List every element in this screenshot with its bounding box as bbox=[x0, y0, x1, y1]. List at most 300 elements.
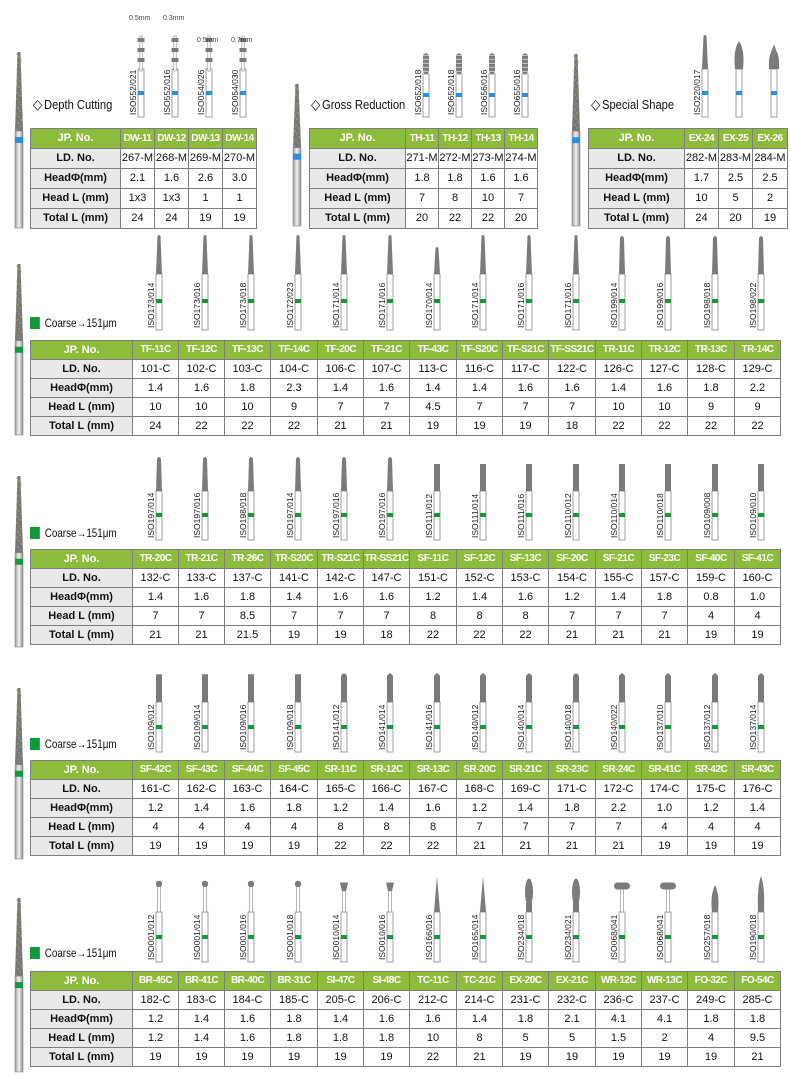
head-diameter-row bbox=[31, 169, 257, 189]
table-cell: SR-41C bbox=[642, 761, 688, 780]
table-cell: 1.4 bbox=[318, 379, 364, 398]
total-length-row bbox=[31, 417, 781, 436]
table-cell: 19 bbox=[688, 626, 735, 645]
diamond-marker: ◇ bbox=[311, 96, 321, 112]
jp-no-row bbox=[31, 129, 257, 149]
table-cell: 269-M bbox=[189, 149, 223, 169]
iso-code: ISO656/016 bbox=[478, 69, 489, 115]
iso-code: ISO109/010 bbox=[748, 492, 758, 538]
iso-code: ISO173/014 bbox=[146, 282, 156, 328]
table-cell: 1.4 bbox=[457, 379, 503, 398]
table-cell: 1.2 bbox=[133, 1010, 179, 1029]
table-cell: 1.4 bbox=[457, 588, 503, 607]
table-cell: TR-12C bbox=[642, 341, 688, 360]
table-cell: 1.8 bbox=[503, 1010, 549, 1029]
large-bur-illustration bbox=[287, 82, 307, 228]
table-cell: 7 bbox=[364, 607, 410, 626]
iso-code: ISO109/008 bbox=[701, 492, 712, 538]
table-cell: 7 bbox=[503, 398, 549, 417]
spec-table bbox=[30, 128, 257, 229]
table-cell: 1.6 bbox=[503, 379, 549, 398]
table-cell: 174-C bbox=[642, 780, 688, 799]
table-cell: 273-M bbox=[472, 149, 505, 169]
large-bur-illustration bbox=[9, 686, 29, 861]
jp-no-row bbox=[31, 761, 781, 780]
large-bur-illustration bbox=[9, 262, 29, 437]
table-cell: 205-C bbox=[318, 991, 364, 1010]
table-cell: 19 bbox=[189, 209, 223, 229]
table-cell: 1.6 bbox=[225, 1010, 271, 1029]
table-cell: TR-13C bbox=[688, 341, 735, 360]
table-cell: 9 bbox=[735, 398, 781, 417]
table-cell: 2 bbox=[642, 1029, 688, 1048]
table-cell: 272-M bbox=[439, 149, 472, 169]
table-cell: 20 bbox=[406, 209, 439, 229]
table-cell: 21 bbox=[642, 626, 688, 645]
table-cell: BR-31C bbox=[271, 972, 318, 991]
table-cell: 113-C bbox=[410, 360, 457, 379]
iso-code: ISO197/014 bbox=[284, 492, 295, 538]
table-cell: 7 bbox=[364, 398, 410, 417]
table-cell: SR-23C bbox=[549, 761, 596, 780]
table-cell: 22 bbox=[225, 417, 271, 436]
table-cell: 236-C bbox=[596, 991, 642, 1010]
iso-code: ISO552/016 bbox=[162, 69, 172, 115]
depth-mark: 0.3mm bbox=[163, 15, 185, 22]
table-cell: 1.8 bbox=[364, 1029, 410, 1048]
row-label: HeadΦ(mm) bbox=[589, 169, 685, 189]
row-label: JP. No. bbox=[310, 129, 406, 149]
table-cell: SR-42C bbox=[688, 761, 735, 780]
table-cell: 284-M bbox=[753, 149, 788, 169]
table-cell: 19 bbox=[410, 417, 457, 436]
table-cell: 4 bbox=[688, 818, 735, 837]
table-cell: EX-20C bbox=[503, 972, 549, 991]
iso-code: ISO110/014 bbox=[609, 493, 619, 538]
table-cell: 22 bbox=[642, 417, 688, 436]
table-cell: 7 bbox=[318, 398, 364, 417]
table-cell: 128-C bbox=[688, 360, 735, 379]
iso-code: ISO141/012 bbox=[331, 704, 341, 750]
jp-no-row bbox=[589, 129, 788, 149]
table-cell: 8 bbox=[410, 607, 457, 626]
head-length-row bbox=[31, 189, 257, 209]
table-cell: 1.4 bbox=[596, 588, 642, 607]
table-cell: 4 bbox=[133, 818, 179, 837]
spec-table bbox=[309, 128, 538, 229]
table-cell: SR-12C bbox=[364, 761, 410, 780]
table-cell: 1.4 bbox=[318, 1010, 364, 1029]
table-cell: 1.4 bbox=[364, 799, 410, 818]
table-cell: 163-C bbox=[225, 780, 271, 799]
iso-code: ISO110/018 bbox=[655, 493, 665, 538]
coarse-label bbox=[30, 316, 117, 330]
table-cell: TR-21C bbox=[179, 550, 225, 569]
head-diameter-row bbox=[310, 169, 538, 189]
table-cell: DW-12 bbox=[155, 129, 189, 149]
table-cell: 133-C bbox=[179, 569, 225, 588]
table-cell: 21 bbox=[318, 417, 364, 436]
table-cell: 22 bbox=[688, 417, 735, 436]
head-length-row bbox=[31, 398, 781, 417]
depth-mark: 0.5mm bbox=[197, 37, 219, 44]
row-label: JP. No. bbox=[31, 129, 121, 149]
table-cell: BR-40C bbox=[225, 972, 271, 991]
table-cell: TR-11C bbox=[596, 341, 642, 360]
large-bur-illustration bbox=[9, 50, 29, 230]
table-cell: 7 bbox=[642, 607, 688, 626]
table-cell: 1.8 bbox=[549, 799, 596, 818]
table-cell: 21 bbox=[549, 837, 596, 856]
table-cell: 21.5 bbox=[225, 626, 271, 645]
iso-code: ISO220/017 bbox=[692, 69, 702, 115]
table-cell: SF-45C bbox=[271, 761, 318, 780]
table-cell: 22 bbox=[735, 417, 781, 436]
table-cell: 24 bbox=[685, 209, 719, 229]
coarse-label-text: Coarse→151μm bbox=[44, 316, 117, 330]
row-label: HeadΦ(mm) bbox=[31, 169, 121, 189]
table-cell: 129-C bbox=[735, 360, 781, 379]
table-cell: 1.2 bbox=[133, 799, 179, 818]
table-cell: SF-43C bbox=[179, 761, 225, 780]
table-cell: 1.2 bbox=[549, 588, 596, 607]
coarse-grit-swatch bbox=[30, 738, 40, 750]
table-cell: TF-11C bbox=[133, 341, 179, 360]
table-cell: SR-24C bbox=[596, 761, 642, 780]
head-diameter-row bbox=[31, 588, 781, 607]
table-cell: 4 bbox=[179, 818, 225, 837]
section-title bbox=[591, 96, 674, 113]
coarse-label-text: Coarse→151μm bbox=[44, 737, 117, 751]
table-cell: 18 bbox=[549, 417, 596, 436]
table-cell: 21 bbox=[549, 626, 596, 645]
table-cell: 7 bbox=[549, 818, 596, 837]
row-label: LD. No. bbox=[31, 991, 133, 1010]
jp-no-row bbox=[31, 341, 781, 360]
table-cell: 1.2 bbox=[688, 799, 735, 818]
iso-code: ISO197/014 bbox=[146, 492, 156, 538]
table-cell: 1.4 bbox=[133, 588, 179, 607]
table-cell: 1.2 bbox=[318, 799, 364, 818]
table-cell: 1.6 bbox=[155, 169, 189, 189]
iso-code: ISO552/021 bbox=[128, 69, 138, 115]
row-label: LD. No. bbox=[31, 569, 133, 588]
ld-no-row bbox=[31, 780, 781, 799]
table-cell: 8 bbox=[457, 607, 503, 626]
head-length-row bbox=[31, 607, 781, 626]
total-length-row bbox=[589, 209, 788, 229]
iso-code: ISO173/016 bbox=[192, 282, 202, 328]
table-cell: TH-14 bbox=[505, 129, 538, 149]
table-cell: 4 bbox=[735, 607, 781, 626]
row-label: HeadΦ(mm) bbox=[31, 1010, 133, 1029]
table-cell: 141-C bbox=[271, 569, 318, 588]
total-length-row bbox=[31, 209, 257, 229]
coarse-grit-swatch bbox=[30, 527, 40, 539]
table-cell: SF-21C bbox=[596, 550, 642, 569]
table-cell: 8 bbox=[439, 189, 472, 209]
table-cell: 1.4 bbox=[271, 588, 318, 607]
head-diameter-row bbox=[31, 1010, 781, 1029]
table-cell: 1.8 bbox=[688, 379, 735, 398]
table-cell: 4.1 bbox=[642, 1010, 688, 1029]
table-cell: EX-24 bbox=[685, 129, 719, 149]
iso-code: ISO141/014 bbox=[377, 704, 387, 750]
table-cell: TF-14C bbox=[271, 341, 318, 360]
table-cell: 212-C bbox=[410, 991, 457, 1010]
row-label: LD. No. bbox=[310, 149, 406, 169]
iso-code: ISO140/018 bbox=[562, 704, 573, 750]
table-cell: 19 bbox=[642, 1048, 688, 1067]
total-length-row bbox=[310, 209, 538, 229]
table-cell: 5 bbox=[719, 189, 753, 209]
table-cell: 19 bbox=[503, 1048, 549, 1067]
table-cell: 1.6 bbox=[410, 799, 457, 818]
table-cell: 19 bbox=[225, 1048, 271, 1067]
table-cell: 271-M bbox=[406, 149, 439, 169]
table-cell: 168-C bbox=[457, 780, 503, 799]
table-cell: 20 bbox=[719, 209, 753, 229]
table-cell: 1.6 bbox=[642, 379, 688, 398]
table-cell: 1.4 bbox=[410, 379, 457, 398]
table-cell: 159-C bbox=[688, 569, 735, 588]
row-label: HeadΦ(mm) bbox=[31, 379, 133, 398]
iso-code: ISO068/041 bbox=[609, 914, 619, 960]
table-cell: 184-C bbox=[225, 991, 271, 1010]
iso-code: ISO110/012 bbox=[562, 493, 573, 538]
table-cell: 147-C bbox=[364, 569, 410, 588]
table-cell: 1.4 bbox=[179, 1029, 225, 1048]
table-cell: 2 bbox=[753, 189, 788, 209]
table-cell: 2.1 bbox=[549, 1010, 596, 1029]
table-cell: 22 bbox=[271, 417, 318, 436]
head-length-row bbox=[31, 818, 781, 837]
iso-code: ISO010/014 bbox=[331, 914, 341, 960]
table-cell: 19 bbox=[271, 626, 318, 645]
table-cell: 7 bbox=[457, 398, 503, 417]
table-cell: 165-C bbox=[318, 780, 364, 799]
large-bur-illustration bbox=[9, 896, 29, 1074]
iso-code: ISO198/018 bbox=[238, 492, 248, 538]
iso-code: ISO197/016 bbox=[377, 492, 387, 538]
spec-table bbox=[30, 549, 781, 645]
coarse-label bbox=[30, 737, 117, 751]
row-label: Head L (mm) bbox=[31, 818, 133, 837]
table-cell: 274-M bbox=[505, 149, 538, 169]
depth-mark: 0.5mm bbox=[129, 15, 151, 22]
table-cell: 22 bbox=[472, 209, 505, 229]
iso-code: ISO197/016 bbox=[192, 492, 202, 538]
total-length-row bbox=[31, 1048, 781, 1067]
table-cell: SF-20C bbox=[549, 550, 596, 569]
section-title-text: Special Shape bbox=[601, 97, 675, 112]
table-cell: 4.5 bbox=[410, 398, 457, 417]
table-cell: 1.8 bbox=[688, 1010, 735, 1029]
table-cell: 19 bbox=[503, 417, 549, 436]
table-cell: 155-C bbox=[596, 569, 642, 588]
table-cell: 1.8 bbox=[642, 588, 688, 607]
table-cell: 117-C bbox=[503, 360, 549, 379]
iso-code: ISO652/018 bbox=[412, 69, 423, 115]
table-cell: SF-41C bbox=[735, 550, 781, 569]
table-cell: 1.6 bbox=[364, 379, 410, 398]
table-cell: 154-C bbox=[549, 569, 596, 588]
table-cell: 1.6 bbox=[225, 799, 271, 818]
row-label: Head L (mm) bbox=[31, 189, 121, 209]
table-cell: 8 bbox=[503, 607, 549, 626]
row-label: LD. No. bbox=[31, 149, 121, 169]
spec-table bbox=[588, 128, 788, 229]
row-label: Total L (mm) bbox=[31, 837, 133, 856]
iso-code: ISO171/014 bbox=[470, 282, 480, 328]
table-cell: SR-11C bbox=[318, 761, 364, 780]
table-cell: DW-14 bbox=[223, 129, 257, 149]
large-bur-illustration bbox=[566, 52, 586, 228]
table-cell: 152-C bbox=[457, 569, 503, 588]
table-cell: 1.8 bbox=[271, 1010, 318, 1029]
table-cell: 137-C bbox=[225, 569, 271, 588]
table-cell: 102-C bbox=[179, 360, 225, 379]
table-cell: 4 bbox=[735, 818, 781, 837]
table-cell: 22 bbox=[410, 626, 457, 645]
table-cell: 7 bbox=[503, 818, 549, 837]
table-cell: 19 bbox=[753, 209, 788, 229]
table-cell: 10 bbox=[642, 398, 688, 417]
iso-code: ISO140/012 bbox=[470, 704, 480, 750]
table-cell: TR-S20C bbox=[271, 550, 318, 569]
table-cell: 1.7 bbox=[685, 169, 719, 189]
table-cell: SF-13C bbox=[503, 550, 549, 569]
iso-code: ISO166/016 bbox=[423, 914, 434, 960]
coarse-label bbox=[30, 946, 117, 960]
table-cell: 3.0 bbox=[223, 169, 257, 189]
table-cell: 1.6 bbox=[364, 588, 410, 607]
diamond-marker: ◇ bbox=[33, 96, 43, 112]
table-cell: 8 bbox=[364, 818, 410, 837]
table-cell: BR-41C bbox=[179, 972, 225, 991]
iso-code: ISO171/016 bbox=[562, 282, 573, 328]
table-cell: 21 bbox=[179, 626, 225, 645]
table-cell: 249-C bbox=[688, 991, 735, 1010]
table-cell: TF-20C bbox=[318, 341, 364, 360]
table-cell: SR-21C bbox=[503, 761, 549, 780]
table-cell: 116-C bbox=[457, 360, 503, 379]
table-cell: 10 bbox=[225, 398, 271, 417]
table-cell: TH-11 bbox=[406, 129, 439, 149]
table-cell: 4 bbox=[642, 818, 688, 837]
table-cell: SI-47C bbox=[318, 972, 364, 991]
iso-code: ISO170/014 bbox=[423, 282, 434, 328]
table-cell: SF-42C bbox=[133, 761, 179, 780]
table-cell: 7 bbox=[406, 189, 439, 209]
table-cell: 1.6 bbox=[472, 169, 505, 189]
table-cell: 4 bbox=[271, 818, 318, 837]
spec-table bbox=[30, 971, 781, 1067]
table-cell: 232-C bbox=[549, 991, 596, 1010]
table-cell: 1.2 bbox=[410, 588, 457, 607]
row-label: HeadΦ(mm) bbox=[310, 169, 406, 189]
iso-code: ISO171/016 bbox=[516, 282, 526, 328]
coarse-label-text: Coarse→151μm bbox=[44, 526, 117, 540]
table-cell: SR-20C bbox=[457, 761, 503, 780]
coarse-grit-swatch bbox=[30, 947, 40, 959]
iso-code: ISO190/018 bbox=[748, 914, 758, 960]
table-cell: 7 bbox=[271, 607, 318, 626]
table-cell: SR-43C bbox=[735, 761, 781, 780]
table-cell: TF-21C bbox=[364, 341, 410, 360]
coarse-grit-swatch bbox=[30, 317, 40, 329]
table-cell: 7 bbox=[596, 607, 642, 626]
table-cell: 19 bbox=[225, 837, 271, 856]
row-label: Total L (mm) bbox=[31, 209, 121, 229]
table-cell: SR-13C bbox=[410, 761, 457, 780]
row-label: JP. No. bbox=[31, 972, 133, 991]
section-title-text: Depth Cutting bbox=[43, 97, 113, 112]
table-cell: 22 bbox=[179, 417, 225, 436]
table-cell: 285-C bbox=[735, 991, 781, 1010]
table-cell: TR-20C bbox=[133, 550, 179, 569]
iso-code: ISO173/018 bbox=[238, 282, 248, 328]
table-cell: 22 bbox=[410, 1048, 457, 1067]
table-cell: 1 bbox=[189, 189, 223, 209]
table-cell: 7 bbox=[596, 818, 642, 837]
table-cell: TF-SS21C bbox=[549, 341, 596, 360]
bur-illustration bbox=[759, 34, 789, 121]
table-cell: EX-21C bbox=[549, 972, 596, 991]
table-cell: 214-C bbox=[457, 991, 503, 1010]
table-cell: 103-C bbox=[225, 360, 271, 379]
table-cell: 151-C bbox=[410, 569, 457, 588]
table-cell: 164-C bbox=[271, 780, 318, 799]
table-cell: 19 bbox=[133, 837, 179, 856]
iso-code: ISO054/026 bbox=[196, 69, 206, 115]
table-cell: 19 bbox=[596, 1048, 642, 1067]
table-cell: 107-C bbox=[364, 360, 410, 379]
table-cell: 7 bbox=[457, 818, 503, 837]
table-cell: 183-C bbox=[179, 991, 225, 1010]
iso-code: ISO137/010 bbox=[655, 704, 665, 750]
table-cell: 22 bbox=[596, 417, 642, 436]
row-label: JP. No. bbox=[31, 550, 133, 569]
table-cell: 19 bbox=[457, 417, 503, 436]
table-cell: 157-C bbox=[642, 569, 688, 588]
iso-code: ISO054/030 bbox=[230, 69, 240, 115]
table-cell: 5 bbox=[549, 1029, 596, 1048]
table-cell: 169-C bbox=[503, 780, 549, 799]
row-label: HeadΦ(mm) bbox=[31, 588, 133, 607]
diamond-marker: ◇ bbox=[591, 96, 601, 112]
table-cell: 2.2 bbox=[735, 379, 781, 398]
table-cell: 142-C bbox=[318, 569, 364, 588]
table-cell: 1.8 bbox=[318, 1029, 364, 1048]
table-cell: 231-C bbox=[503, 991, 549, 1010]
table-cell: 19 bbox=[179, 1048, 225, 1067]
bur-illustration bbox=[724, 34, 754, 121]
spec-table bbox=[30, 760, 781, 856]
table-cell: TH-13 bbox=[472, 129, 505, 149]
table-cell: FO-32C bbox=[688, 972, 735, 991]
table-cell: 21 bbox=[457, 1048, 503, 1067]
jp-no-row bbox=[31, 550, 781, 569]
ld-no-row bbox=[31, 569, 781, 588]
table-cell: 8.5 bbox=[225, 607, 271, 626]
table-cell: 7 bbox=[179, 607, 225, 626]
row-label: Total L (mm) bbox=[589, 209, 685, 229]
jp-no-row bbox=[31, 972, 781, 991]
table-cell: 1.8 bbox=[439, 169, 472, 189]
head-length-row bbox=[589, 189, 788, 209]
table-cell: 19 bbox=[223, 209, 257, 229]
